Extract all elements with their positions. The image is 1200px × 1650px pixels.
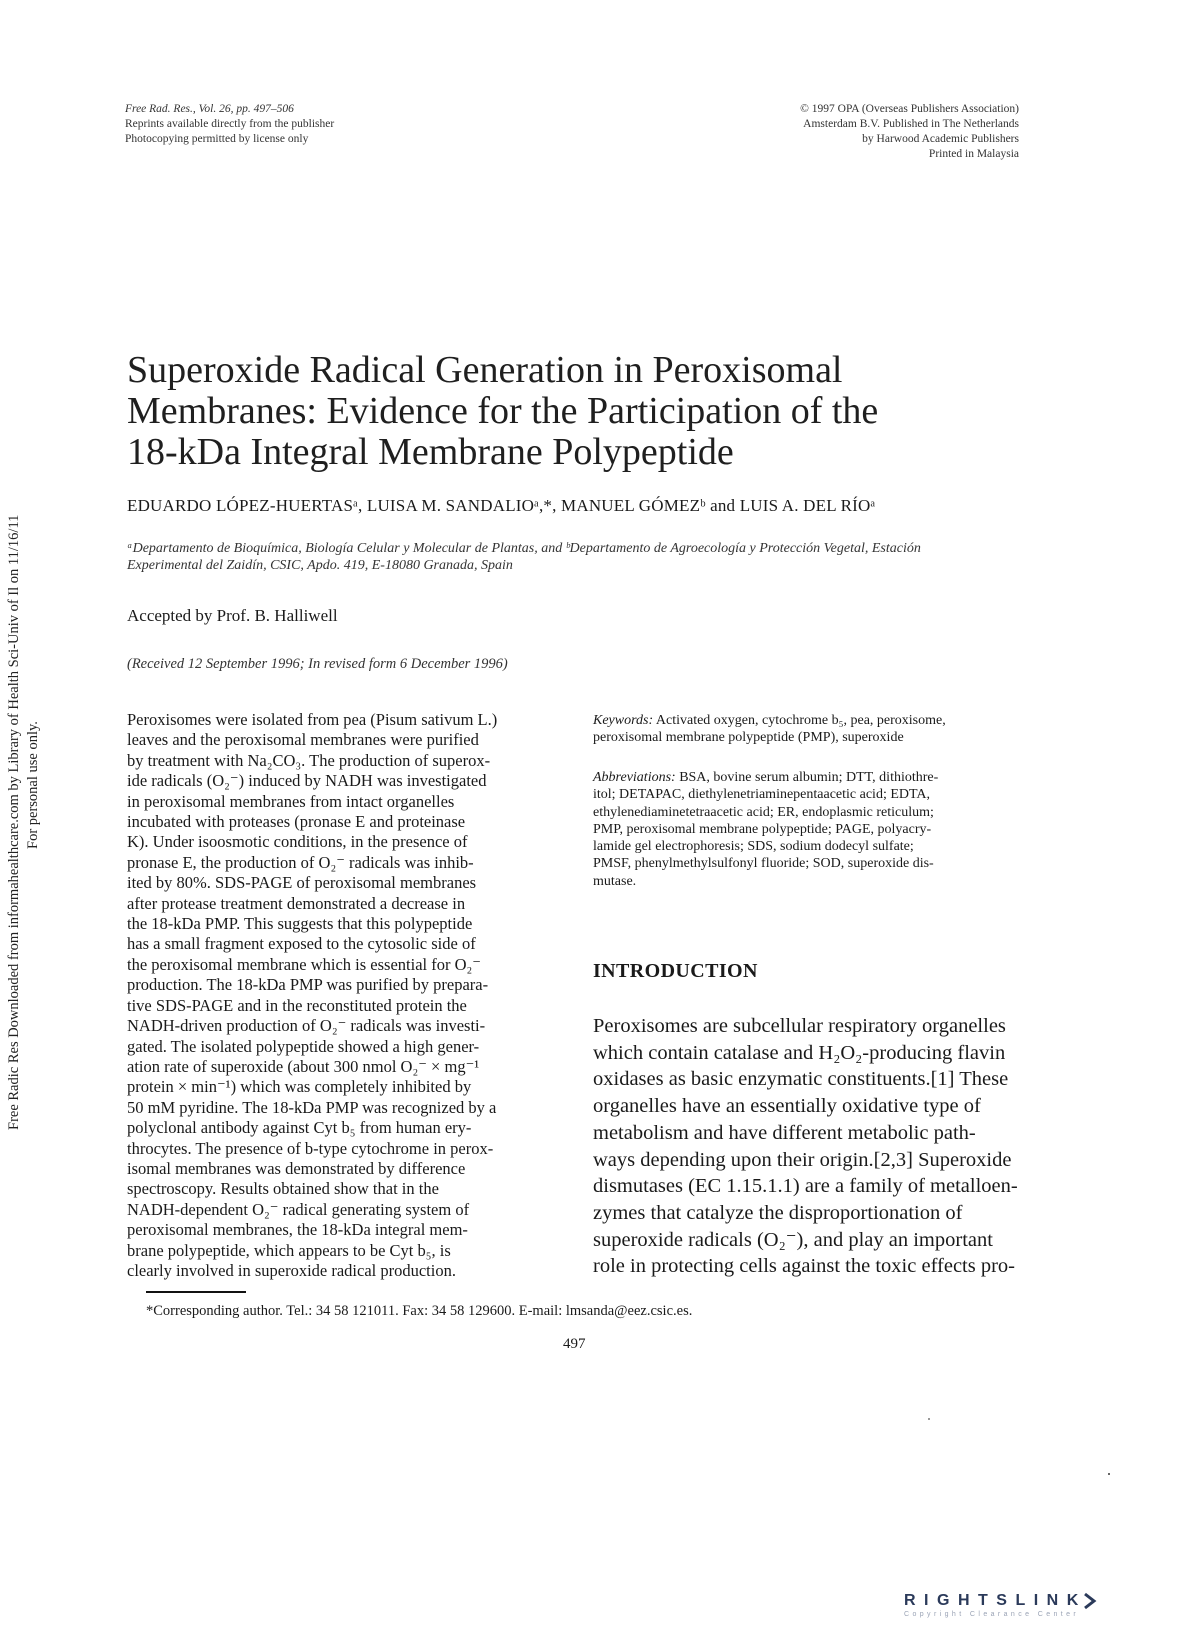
- abbrev-line: PMSF, phenylmethylsulfonyl fluoride; SOD, superoxide dis-: [593, 856, 934, 872]
- scan-speck: [928, 1418, 930, 1420]
- abstract-line: brane polypeptide, which appears to be Cyt b₅, is: [127, 1240, 451, 1260]
- abstract-line: clearly involved in superoxide radical production.: [127, 1260, 456, 1280]
- affiliation-line-2: Experimental del Zaidín, CSIC, Apdo. 419, E-18080 Granada, Spain: [127, 558, 513, 573]
- citation-line-3: Photocopying permitted by license only: [125, 133, 309, 145]
- intro-line: metabolism and have different metabolic path-: [593, 1121, 976, 1144]
- intro-line: dismutases (EC 1.15.1.1) are a family of metalloen-: [593, 1175, 1018, 1198]
- abstract-line: K). Under isoosmotic conditions, in the presence of: [127, 832, 468, 852]
- intro-line: Peroxisomes are subcellular respiratory organelles: [593, 1015, 1006, 1037]
- abbrev-line: ethylenediaminetetraacetic acid; ER, endoplasmic reticulum;: [593, 804, 934, 820]
- abstract-line: in peroxisomal membranes from intact organelles: [127, 791, 455, 811]
- keywords-line-1: [593, 712, 1023, 729]
- abstract-line: 50 mM pyridine. The 18-kDa PMP was recognized by a: [127, 1097, 497, 1117]
- title-line-2: Membranes: Evidence for the Participation of the: [127, 390, 879, 432]
- article-title: [127, 350, 1027, 473]
- abstract-line: leaves and the peroxisomal membranes were purified: [127, 730, 479, 750]
- affiliations: [127, 540, 1027, 574]
- intro-line: organelles have an essentially oxidative type of: [593, 1095, 981, 1118]
- rightslink-logo: [904, 1592, 1100, 1632]
- abstract-line: the 18-kDa PMP. This suggests that this polypeptide: [127, 914, 473, 934]
- abbrev-line: lamide gel electrophoresis; SDS, sodium dodecyl sulfate;: [593, 839, 914, 855]
- abstract-line: ited by 80%. SDS-PAGE of peroxisomal membranes: [127, 873, 477, 893]
- received-dates: (Received 12 September 1996; In revised form 6 December 1996): [127, 656, 508, 672]
- intro-line: zymes that catalyze the disproportionation of: [593, 1201, 963, 1224]
- abbreviations-label: Abbreviations:: [593, 770, 676, 785]
- abstract-line: after protease treatment demonstrated a decrease in: [127, 893, 466, 913]
- copyright-line-3: by Harwood Academic Publishers: [862, 133, 1019, 145]
- journal-citation: [125, 102, 525, 147]
- abstract-line: by treatment with Na₂CO₃. The production of superox-: [127, 750, 491, 770]
- abbrev-line: itol; DETAPAC, diethylenetriaminepentaacetic acid; EDTA,: [593, 787, 931, 803]
- keywords-line-2: peroxisomal membrane polypeptide (PMP), superoxide: [593, 730, 904, 746]
- keywords-text: Activated oxygen, cytochrome b₅, pea, peroxisome,: [655, 713, 946, 728]
- keywords: [593, 712, 1023, 747]
- introduction-heading: INTRODUCTION: [593, 960, 758, 982]
- abstract-line: gated. The isolated polypeptide showed a high gener-: [127, 1036, 480, 1056]
- abstract-line: spectroscopy. Results obtained show that in the: [127, 1179, 439, 1199]
- copyright-line-4: Printed in Malaysia: [928, 148, 1019, 160]
- citation-line-2: Reprints available directly from the publisher: [125, 118, 335, 130]
- introduction-body: [593, 1013, 1023, 1280]
- abstract-line: protein × min⁻¹) which was completely inhibited by: [127, 1077, 472, 1097]
- page-number: 497: [563, 1336, 586, 1352]
- abbrev-line: PMP, peroxisomal membrane polypeptide; PAGE, polyacry-: [593, 821, 932, 837]
- affiliation-line-1: ᵃDepartamento de Bioquímica, Biología Celular y Molecular de Plantas, and ᵇDepartamento de Agroecología y Protección Vegetal, Estación: [127, 541, 921, 556]
- abstract-line: pronase E, the production of O₂⁻ radicals was inhib-: [127, 852, 474, 872]
- abstract-line: ation rate of superoxide (about 300 nmol O₂⁻ × mg⁻¹: [127, 1056, 480, 1076]
- abstract-line: throcytes. The presence of b-type cytochrome in perox-: [127, 1138, 494, 1158]
- rightslink-tagline: Copyright Clearance Center: [904, 1611, 1080, 1618]
- copyright-block: [660, 102, 1019, 162]
- copyright-line-1: © 1997 OPA (Overseas Publishers Association): [800, 103, 1019, 115]
- title-line-3: 18-kDa Integral Membrane Polypeptide: [127, 431, 734, 473]
- accepted-by: Accepted by Prof. B. Halliwell: [127, 606, 338, 625]
- title-line-1: Superoxide Radical Generation in Peroxisomal: [127, 349, 843, 391]
- intro-line: ways depending upon their origin.[2,3] Superoxide: [593, 1148, 1012, 1171]
- abbrev-text: BSA, bovine serum albumin; DTT, dithiothre-: [679, 770, 939, 785]
- intro-line: role in protecting cells against the toxic effects pro-: [593, 1255, 1016, 1278]
- abstract-line: NADH-driven production of O₂⁻ radicals was investi-: [127, 1016, 486, 1036]
- abstract-line: NADH-dependent O₂⁻ radical generating system of: [127, 1199, 470, 1219]
- intro-line: oxidases as basic enzymatic constituents.[1] These: [593, 1068, 1009, 1091]
- abstract-line: incubated with proteases (pronase E and proteinase: [127, 812, 466, 832]
- abstract-line: isomal membranes was demonstrated by difference: [127, 1158, 466, 1178]
- abstract-line: polyclonal antibody against Cyt b₅ from human ery-: [127, 1118, 472, 1138]
- abstract-line: production. The 18-kDa PMP was purified by prepara-: [127, 975, 489, 995]
- keywords-label: Keywords:: [593, 713, 654, 728]
- corresponding-author-footnote: *Corresponding author. Tel.: 34 58 121011. Fax: 34 58 129600. E-mail: lmsanda@eez.csic.es.: [146, 1303, 693, 1319]
- abstract-line: the peroxisomal membrane which is essential for O₂⁻: [127, 954, 481, 974]
- citation-line-1: Free Rad. Res., Vol. 26, pp. 497–506: [125, 103, 294, 115]
- intro-line: superoxide radicals (O₂⁻), and play an important: [593, 1228, 993, 1251]
- abstract-line: peroxisomal membranes, the 18-kDa integral mem-: [127, 1220, 468, 1240]
- side-note-line-2: For personal use only.: [25, 721, 41, 849]
- abbreviations: [593, 769, 1023, 890]
- footnote-rule: [146, 1291, 246, 1293]
- abstract-line: ide radicals (O₂⁻) induced by NADH was investigated: [127, 771, 487, 791]
- rightslink-wordmark: RIGHTSLINK: [904, 1592, 1087, 1609]
- copyright-line-2: Amsterdam B.V. Published in The Netherlands: [803, 118, 1019, 130]
- abstract-line: Peroxisomes were isolated from pea (Pisum sativum L.): [127, 710, 498, 729]
- rightslink-arrow-icon: [1082, 1592, 1098, 1610]
- abstract-line: tive SDS-PAGE and in the reconstituted protein the: [127, 995, 467, 1015]
- abbrev-line: mutase.: [593, 873, 637, 889]
- abbrev-line-1: [593, 769, 1023, 786]
- download-side-note: [5, 440, 43, 1130]
- abstract: [127, 710, 557, 1281]
- side-note-line-1: Free Radic Res Downloaded from informahealthcare.com by Library of Health Sci-Univ of Il on 11/16/11: [6, 514, 22, 1130]
- abstract-line: has a small fragment exposed to the cytosolic side of: [127, 934, 476, 954]
- intro-line: which contain catalase and H₂O₂-producing flavin: [593, 1041, 1006, 1064]
- scan-speck: [1108, 1473, 1110, 1475]
- author-list: EDUARDO LÓPEZ-HUERTASᵃ, LUISA M. SANDALIOᵃ,*, MANUEL GÓMEZᵇ and LUIS A. DEL RÍOᵃ: [127, 496, 876, 515]
